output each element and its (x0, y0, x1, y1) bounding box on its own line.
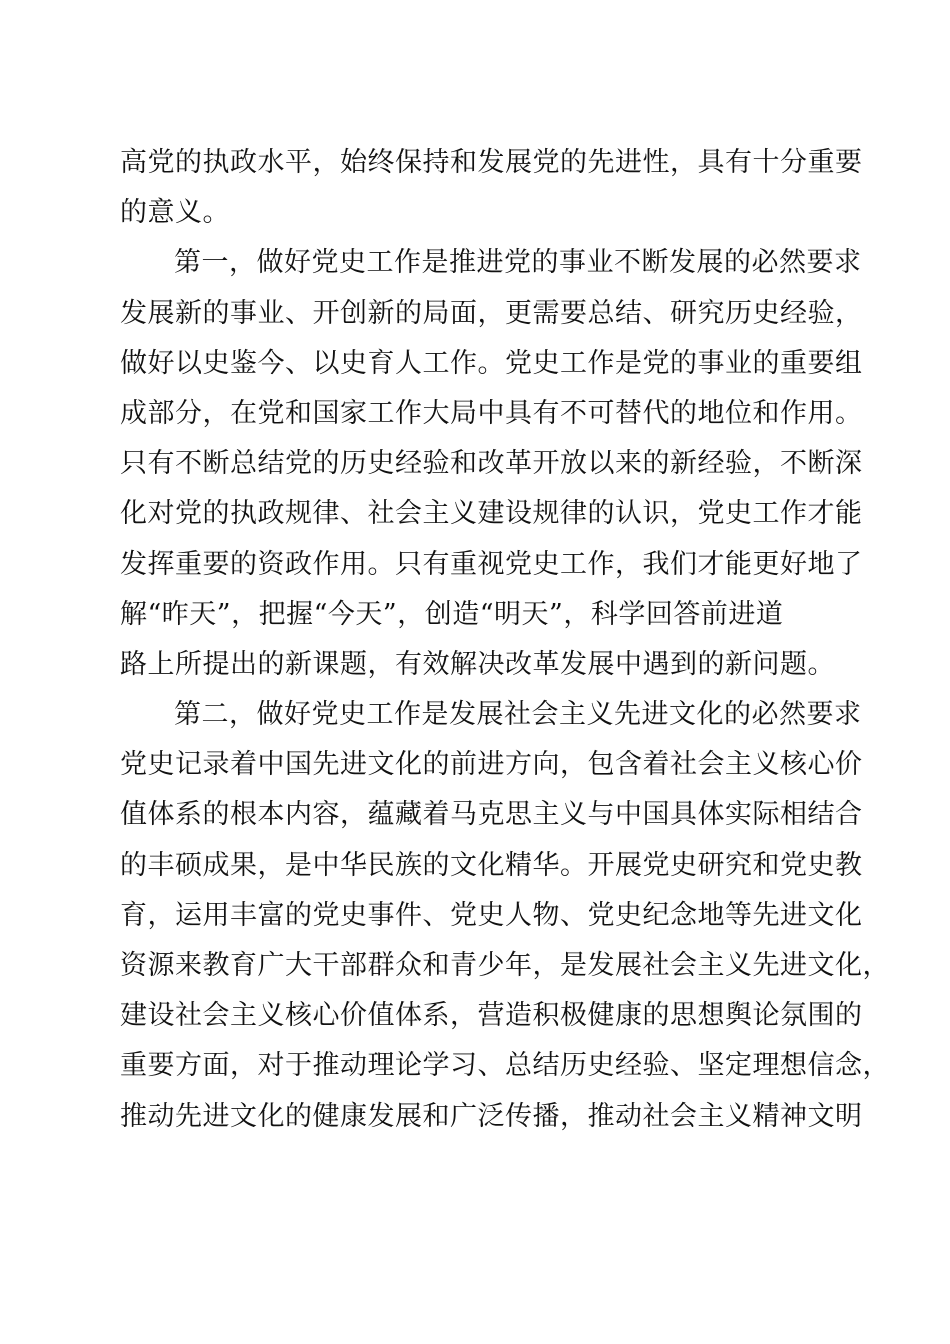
text-line: 育，运用丰富的党史事件、党史人物、党史纪念地等先进文化 (120, 899, 863, 931)
text-line: 发展新的事业、开创新的局面，更需要总结、研究历史经验， (120, 297, 863, 329)
text-line: 成部分，在党和国家工作大局中具有不可替代的地位和作用。 (120, 397, 863, 429)
text-line: 资源来教育广大干部群众和青少年，是发展社会主义先进文化， (120, 950, 890, 981)
text-line: 解“昨天”，把握“今天”，创造“明天”，科学回答前进道 (120, 598, 784, 630)
paragraph-first-point (120, 238, 863, 690)
text-line: 只有不断总结党的历史经验和改革开放以来的新经验，不断深 (120, 448, 863, 480)
text-line: 化对党的执政规律、社会主义建设规律的认识，党史工作才能 (120, 498, 863, 530)
text-line: 高党的执政水平，始终保持和发展党的先进性，具有十分重要 (120, 147, 863, 178)
text-line: 做好以史鉴今、以史育人工作。党史工作是党的事业的重要组 (120, 347, 863, 379)
paragraph-second-point (120, 690, 890, 1142)
text-line: 建设社会主义核心价值体系，营造积极健康的思想舆论氛围的 (120, 1000, 863, 1032)
document-body (120, 138, 890, 1142)
text-line: 发挥重要的资政作用。只有重视党史工作，我们才能更好地了 (120, 548, 863, 580)
paragraph-continuation (120, 138, 863, 238)
paragraph-heading-line: 第二，做好党史工作是发展社会主义先进文化的必然要求 (174, 699, 862, 731)
text-line: 重要方面，对于推动理论学习、总结历史经验、坚定理想信念， (120, 1050, 890, 1082)
text-line: 的丰硕成果，是中华民族的文化精华。开展党史研究和党史教 (120, 849, 863, 881)
text-line: 值体系的根本内容，蕴藏着马克思主义与中国具体实际相结合 (120, 799, 863, 831)
text-line: 路上所提出的新课题，有效解决改革发展中遇到的新问题。 (120, 648, 835, 680)
text-line: 党史记录着中国先进文化的前进方向，包含着社会主义核心价 (120, 749, 863, 781)
text-line: 推动先进文化的健康发展和广泛传播，推动社会主义精神文明 (120, 1100, 863, 1132)
text-line: 的意义。 (120, 197, 230, 229)
paragraph-heading-line: 第一，做好党史工作是推进党的事业不断发展的必然要求 (174, 247, 862, 279)
